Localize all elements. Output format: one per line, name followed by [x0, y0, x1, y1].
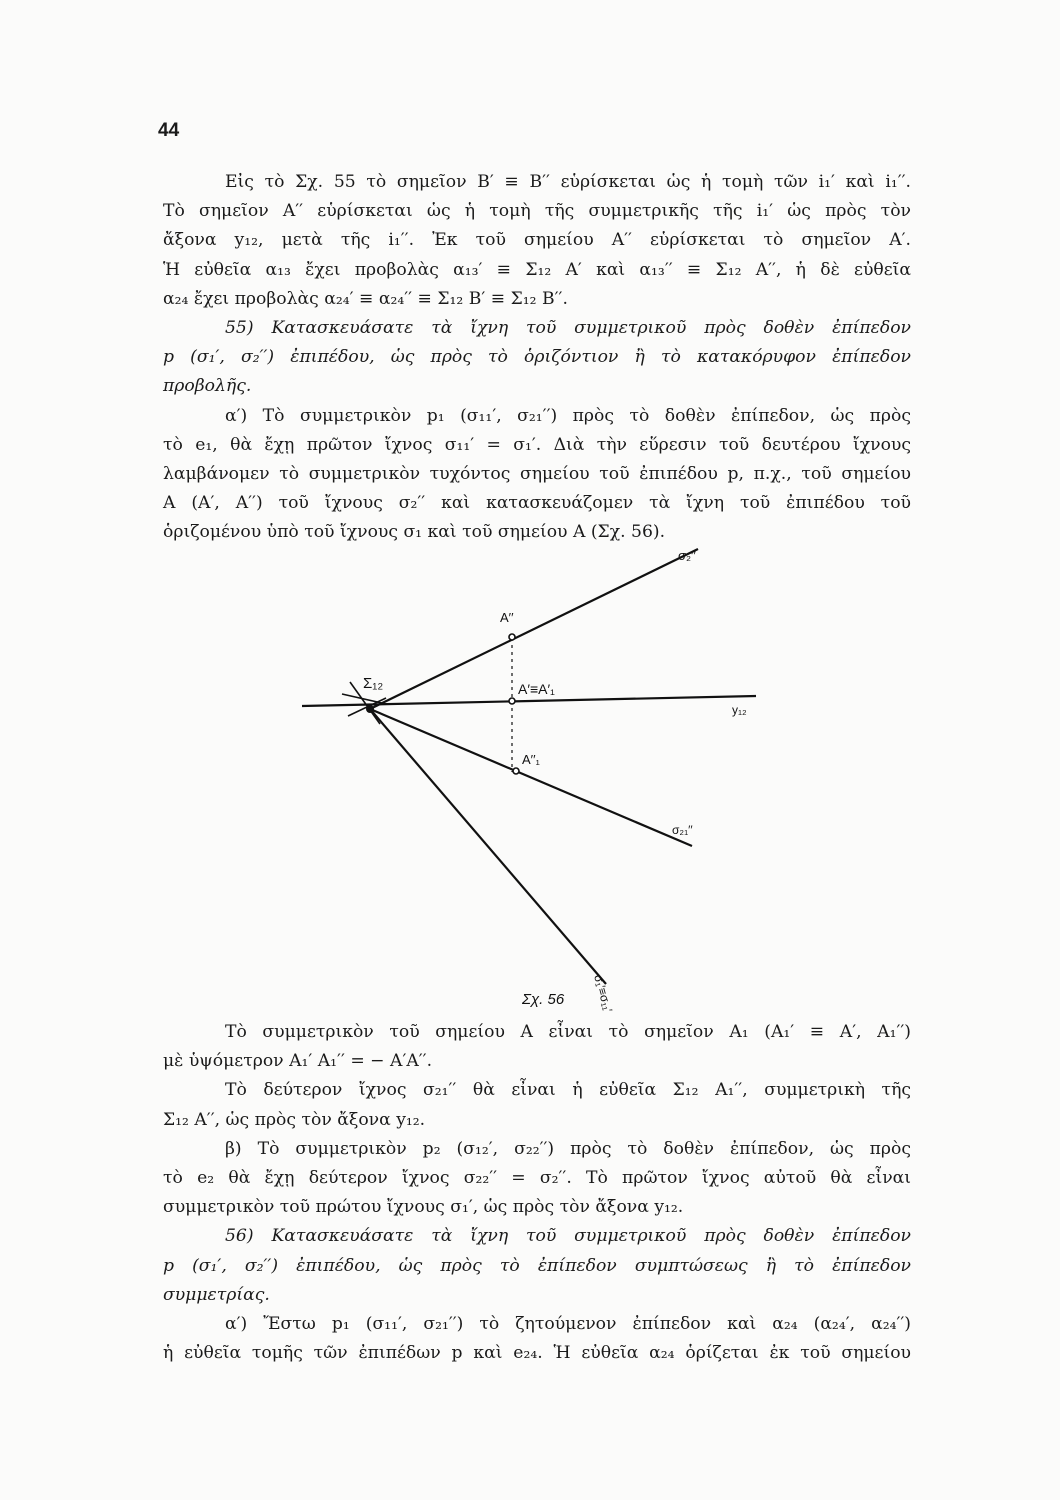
geometry-figure [290, 538, 770, 1020]
text-line: Τὸ σημεῖον Α′′ εὑρίσκεται ὡς ἡ τομὴ τῆς συμμετρικῆς τῆς i₁′ ὡς πρὸς τὸν [163, 201, 911, 222]
text-line: λαμβάνομεν τὸ συμμετρικὸν τυχόντος σημείου τοῦ ἐπιπέδου p, π.χ., τοῦ σημείου [163, 463, 911, 484]
text-line: συμμετρίας. [163, 1284, 270, 1305]
text-line: συμμετρικὸν τοῦ πρώτου ἴχνους σ₁′, ὡς πρὸς τὸν ἄξονα y₁₂. [163, 1197, 684, 1218]
label-S12: Σ₁₂ [363, 675, 384, 692]
text-line: α′) Ἔστω p₁ (σ₁₁′, σ₂₁′′) τὸ ζητούμενον ἐπίπεδον καὶ α₂₄ (α₂₄′, α₂₄′′) [225, 1313, 911, 1334]
point-A1dd [513, 768, 519, 774]
text-line: ὁριζομένου ὑπὸ τοῦ ἴχνους σ₁ καὶ τοῦ σημείου Α (Σχ. 56). [163, 522, 666, 543]
text-line: p (σ₁′, σ₂′′) ἐπιπέδου, ὡς πρὸς τὸ ἐπίπεδον συμπτώσεως ἢ τὸ ἐπίπεδον [163, 1255, 911, 1276]
point-S12 [366, 705, 374, 713]
text-line: β) Τὸ συμμετρικὸν p₂ (σ₁₂′, σ₂₂′′) πρὸς τὸ δοθὲν ἐπίπεδον, ὡς πρὸς [225, 1138, 911, 1159]
label-A2: Α′′ [500, 610, 514, 625]
page-number: 44 [158, 120, 180, 141]
text-line: Α (Α′, Α′′) τοῦ ἴχνους σ₂′′ καὶ κατασκευάζομεν τὰ ἴχνη τοῦ ἐπιπέδου τοῦ [163, 493, 911, 514]
label-sigma2: σ₂′′ [678, 548, 696, 563]
text-line: ἄξονα y₁₂, μετὰ τῆς i₁′′. Ἐκ τοῦ σημείου Α′′ εὑρίσκεται τὸ σημεῖον Α′. [163, 230, 911, 251]
label-A1eq: Α′≡Α′₁ [518, 681, 555, 697]
text-line: 55) Κατασκευάσατε τὰ ἴχνη τοῦ συμμετρικοῦ πρὸς δοθὲν ἐπίπεδον [225, 317, 911, 338]
text-line: προβολῆς. [163, 376, 252, 397]
trace-sigma21-lower [370, 709, 692, 846]
text-line: 56) Κατασκευάσατε τὰ ἴχνη τοῦ συμμετρικοῦ πρὸς δοθὲν ἐπίπεδον [225, 1226, 911, 1247]
text-line: α′) Τὸ συμμετρικὸν p₁ (σ₁₁′, σ₂₁′′) πρὸς τὸ δοθὲν ἐπίπεδον, ὡς πρὸς [225, 405, 911, 426]
point-A2 [509, 634, 515, 640]
point-A1 [509, 698, 515, 704]
text-line: Σ₁₂ Α′′, ὡς πρὸς τὸν ἄξονα y₁₂. [163, 1109, 426, 1130]
text-line: ἡ εὐθεῖα τομῆς τῶν ἐπιπέδων p καὶ e₂₄. Ἡ εὐθεῖα α₂₄ ὁρίζεται ἐκ τοῦ σημείου [163, 1343, 911, 1364]
text-block-top [163, 168, 911, 547]
figure-caption: Σχ. 56 [522, 991, 565, 1008]
label-A1dd: Α′′₁ [522, 752, 540, 767]
trace-sigma1 [370, 709, 606, 984]
text-line: τὸ e₁, θὰ ἔχῃ πρῶτον ἴχνος σ₁₁′ = σ₁′. Διὰ τὴν εὕρεσιν τοῦ δευτέρου ἴχνους [163, 434, 911, 455]
text-line: Τὸ δεύτερον ἴχνος σ₂₁′′ θὰ εἶναι ἡ εὐθεῖα Σ₁₂ Α₁′′, συμμετρικὴ τῆς [225, 1080, 911, 1101]
text-line: Ἡ εὐθεῖα α₁₃ ἔχει προβολὰς α₁₃′ ≡ Σ₁₂ Α′ καὶ α₁₃′′ ≡ Σ₁₂ Α′′, ἡ δὲ εὐθεῖα [163, 259, 911, 280]
text-line: α₂₄ ἔχει προβολὰς α₂₄′ ≡ α₂₄′′ ≡ Σ₁₂ Β′ ≡ Σ₁₂ Β′′. [163, 288, 568, 309]
text-line: Τὸ συμμετρικὸν τοῦ σημείου Α εἶναι τὸ σημεῖον Α₁ (Α₁′ ≡ Α′, Α₁′′) [225, 1022, 911, 1042]
text-line: τὸ e₂ θὰ ἔχῃ δεύτερον ἴχνος σ₂₂′′ = σ₂′′. Τὸ πρῶτον ἴχνος αὐτοῦ θὰ εἶναι [163, 1167, 911, 1188]
text-line: p (σ₁′, σ₂′′) ἐπιπέδου, ὡς πρὸς τὸ ὁριζόντιον ἢ τὸ κατακόρυφον ἐπίπεδον [163, 347, 911, 368]
label-y12: y₁₂ [732, 703, 747, 717]
text-block-bottom [163, 1018, 911, 1368]
text-line: μὲ ὑψόμετρον Α₁′ Α₁′′ = − Α′Α′′. [163, 1051, 433, 1072]
label-sigma21: σ₂₁′′ [672, 823, 693, 837]
label-sigma1eq: σ₁′≡σ₁₁′ [591, 972, 616, 1014]
text-line: Εἰς τὸ Σχ. 55 τὸ σημεῖον Β′ ≡ Β′′ εὑρίσκεται ὡς ἡ τομὴ τῶν i₁′ καὶ i₁′′. [225, 172, 911, 192]
